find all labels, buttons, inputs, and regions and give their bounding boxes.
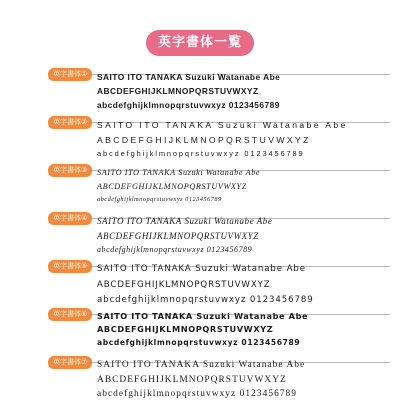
sample-lowercase-digits-line: abcdefghijklmnopqrstuvwxyz 0123456789 (97, 149, 305, 158)
sample-lowercase-digits-line: abcdefghijklmnopqrstuvwxyz 0123456789 (97, 245, 253, 254)
sample-uppercase-line: ABCDEFGHIJKLMNOPQRSTUVWXYZ (97, 324, 274, 334)
sample-lines (97, 358, 394, 402)
font-sample-6 (0, 308, 400, 356)
sample-names-line: SAITO ITO TANAKA Suzuki Watanabe Abe (97, 120, 348, 130)
font-badge: 英字書体⑤ (48, 260, 92, 273)
sample-uppercase-line: ABCDEFGHIJKLMNOPQRSTUVWXYZ (97, 181, 247, 191)
sample-lowercase-digits-line: abcdefghijklmnopqrstuvwxyz 0123456789 (97, 196, 222, 203)
font-badge: 英字書体④ (48, 212, 92, 225)
font-sample-4 (0, 212, 400, 260)
font-sample-list (0, 68, 400, 404)
sample-lines (97, 70, 394, 112)
font-sample-1 (0, 68, 400, 116)
sample-names-line: SAITO ITO TANAKA Suzuki Watanabe Abe (97, 168, 261, 177)
sample-names-line: SAITO ITO TANAKA Suzuki Watanabe Abe (97, 216, 273, 226)
sample-lowercase-digits-line: abcdefghijklmnopqrstuvwxyz 0123456789 (97, 295, 314, 305)
font-badge: 英字書体② (48, 116, 92, 129)
sample-uppercase-line: ABCDEFGHIJKLMNOPQRSTUVWXYZ (97, 279, 271, 290)
sample-lines (97, 310, 394, 349)
page-title: 英字書体一覧 (146, 30, 254, 56)
title-wrap (0, 30, 400, 56)
sample-names-line: SAITO ITO TANAKA Suzuki Watanabe Abe (97, 264, 306, 274)
sample-uppercase-line: ABCDEFGHIJKLMNOPQRSTUVWXYZ (97, 374, 287, 385)
sample-lowercase-digits-line: abcdefghijklmnopqrstuvwxyz 0123456789 (97, 100, 280, 110)
font-badge: 英字書体① (48, 68, 92, 81)
font-sample-2 (0, 116, 400, 164)
font-badge: 英字書体③ (48, 164, 92, 177)
sample-uppercase-line: ABCDEFGHIJKLMNOPQRSTUVWXYZ (97, 134, 311, 145)
sample-lines (97, 118, 394, 162)
sample-uppercase-line: ABCDEFGHIJKLMNOPQRSTUVWXYZ (97, 230, 259, 241)
sample-uppercase-line: ABCDEFGHIJKLMNOPQRSTUVWXYZ (97, 86, 259, 96)
sample-names-line: SAITO ITO TANAKA Suzuki Watanabe Abe (97, 72, 281, 82)
font-badge: 英字書体⑦ (48, 356, 92, 369)
sample-names-line: SAITO ITO TANAKA Suzuki Watanabe Abe (97, 360, 306, 370)
sample-lowercase-digits-line: abcdefghijklmnopqrstuvwxyz 0123456789 (97, 338, 301, 347)
font-sample-5 (0, 260, 400, 308)
font-sample-3 (0, 164, 400, 212)
font-badge: 英字書体⑥ (48, 308, 92, 321)
sample-lines (97, 166, 394, 207)
sample-lowercase-digits-line: abcdefghijklmnopqrstuvwxyz 0123456789 (97, 389, 298, 399)
sample-names-line: SAITO ITO TANAKA Suzuki Watanabe Abe (97, 311, 309, 321)
sample-lines (97, 262, 394, 309)
sample-lines (97, 214, 394, 258)
font-sample-7 (0, 356, 400, 404)
